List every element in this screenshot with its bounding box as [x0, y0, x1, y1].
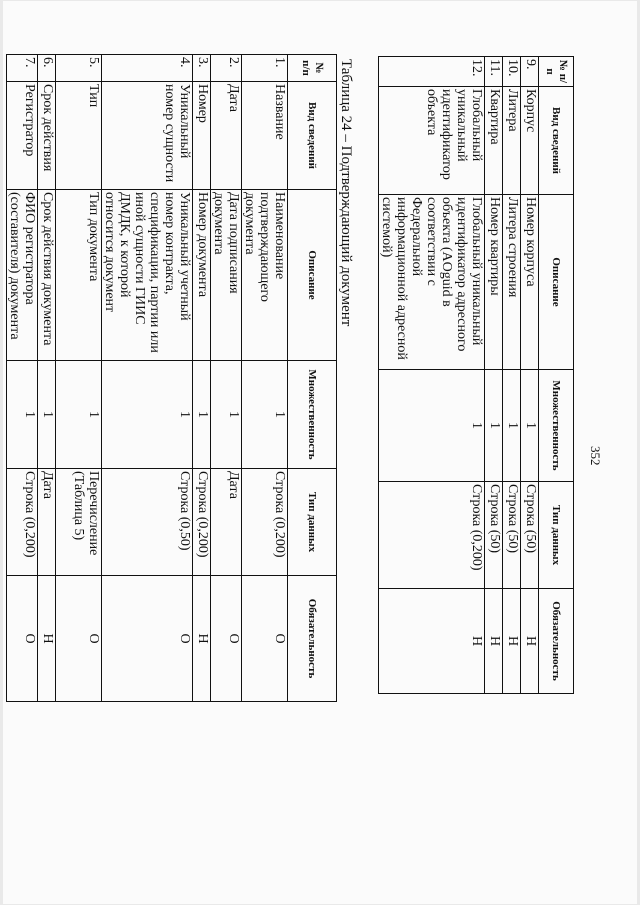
- table-cell: 9.: [521, 57, 539, 87]
- table-row: [242, 55, 288, 702]
- table-cell: 10.: [503, 57, 521, 87]
- table-row: [56, 55, 102, 702]
- table-cell: Срок действия: [38, 82, 56, 190]
- table-row: [485, 57, 503, 694]
- table-cell: О: [211, 576, 242, 702]
- table-cell: Номер квартиры: [485, 195, 503, 370]
- table-header-row: [288, 55, 337, 702]
- table-cell: Литера: [503, 87, 521, 195]
- table-cell: 11.: [485, 57, 503, 87]
- table-cell: Тип: [56, 82, 102, 190]
- table-header-row: [539, 57, 574, 694]
- column-header: Тип данных: [288, 469, 337, 576]
- table-cell: Строка (0,200): [379, 482, 485, 589]
- table-row: [521, 57, 539, 694]
- table-cell: Срок действия документа: [38, 190, 56, 361]
- column-header: Множественность: [288, 361, 337, 469]
- table-cell: 1: [242, 361, 288, 469]
- table-cell: 1: [521, 370, 539, 482]
- document-page: [3, 1, 637, 904]
- table-cell: Квартира: [485, 87, 503, 195]
- column-header: Описание: [539, 195, 574, 370]
- table-cell: Строка (50): [521, 482, 539, 589]
- table-cell: О: [56, 576, 102, 702]
- table-row: [38, 55, 56, 702]
- address-table-continuation: [378, 56, 574, 694]
- rotated-content: [3, 1, 637, 904]
- table-cell: О: [7, 576, 38, 702]
- table-cell: Перечисление (Таблица 5): [56, 469, 102, 576]
- table-cell: 4.: [102, 55, 193, 82]
- table-cell: 1: [7, 361, 38, 469]
- table-row: [211, 55, 242, 702]
- table-cell: Номер корпуса: [521, 195, 539, 370]
- table-cell: 12.: [379, 57, 485, 87]
- table-cell: ФИО регистратора (составителя) документа: [7, 190, 38, 361]
- table-cell: Дата: [211, 82, 242, 190]
- table-cell: Номер документа: [193, 190, 211, 361]
- column-header: Тип данных: [539, 482, 574, 589]
- table-cell: Уникальный номер сущности: [102, 82, 193, 190]
- table-body: [379, 57, 539, 694]
- table-cell: 3.: [193, 55, 211, 82]
- table-cell: Название: [242, 82, 288, 190]
- table-cell: 5.: [56, 55, 102, 82]
- column-header: № п/п: [288, 55, 337, 82]
- table-cell: Строка (0,200): [7, 469, 38, 576]
- table-cell: 1: [102, 361, 193, 469]
- table-cell: Н: [379, 589, 485, 694]
- table-cell: Строка (50): [485, 482, 503, 589]
- table-row: [503, 57, 521, 694]
- table-row: [193, 55, 211, 702]
- table-cell: Н: [38, 576, 56, 702]
- table-cell: 1: [379, 370, 485, 482]
- table-cell: О: [242, 576, 288, 702]
- table-cell: Номер: [193, 82, 211, 190]
- table-cell: Корпус: [521, 87, 539, 195]
- table-row: [7, 55, 38, 702]
- table-cell: 1: [211, 361, 242, 469]
- column-header: Вид сведений: [539, 87, 574, 195]
- column-header: № п/п: [539, 57, 574, 87]
- table-cell: 2.: [211, 55, 242, 82]
- table-cell: Тип документа: [56, 190, 102, 361]
- column-header: Вид сведений: [288, 82, 337, 190]
- column-header: Описание: [288, 190, 337, 361]
- table-caption: Таблица 24 – Подтверждающий документ: [338, 59, 354, 327]
- table-cell: Строка (0,50): [102, 469, 193, 576]
- table-cell: Глобальный уникальный идентификатор объекта: [379, 87, 485, 195]
- confirming-document-table: [6, 54, 337, 702]
- table-cell: Строка (50): [503, 482, 521, 589]
- table-cell: 7.: [7, 55, 38, 82]
- table-cell: Дата: [211, 469, 242, 576]
- table-cell: Н: [485, 589, 503, 694]
- table-cell: Строка (0,200): [242, 469, 288, 576]
- table-cell: Уникальный учетный номер контракта, спецификации, партии или иной сущности ГИИС ДМДК, к которой относится документ: [102, 190, 193, 361]
- table-cell: 6.: [38, 55, 56, 82]
- table-cell: 1: [38, 361, 56, 469]
- column-header: Множественность: [539, 370, 574, 482]
- table-cell: Глобальный уникальный идентификатор адресного объекта (AOguid в соответствии с Федеральной информационной адресной системой): [379, 195, 485, 370]
- table-cell: Дата подписания документа: [211, 190, 242, 361]
- table-row: [102, 55, 193, 702]
- page-number: 352: [588, 446, 603, 466]
- table-cell: 1: [485, 370, 503, 482]
- table-cell: Н: [521, 589, 539, 694]
- table-cell: О: [102, 576, 193, 702]
- table-row: [379, 57, 485, 694]
- table-cell: Дата: [38, 469, 56, 576]
- table-cell: Н: [503, 589, 521, 694]
- column-header: Обязательность: [539, 589, 574, 694]
- table-cell: Литера строения: [503, 195, 521, 370]
- table-cell: 1: [56, 361, 102, 469]
- table-cell: Строка (0,200): [193, 469, 211, 576]
- table-cell: Наименование подтверждающего документа: [242, 190, 288, 361]
- table-cell: 1: [193, 361, 211, 469]
- table-body: [7, 55, 288, 702]
- table-cell: 1: [503, 370, 521, 482]
- table-cell: Н: [193, 576, 211, 702]
- table-cell: Регистратор: [7, 82, 38, 190]
- table-cell: 1.: [242, 55, 288, 82]
- column-header: Обязательность: [288, 576, 337, 702]
